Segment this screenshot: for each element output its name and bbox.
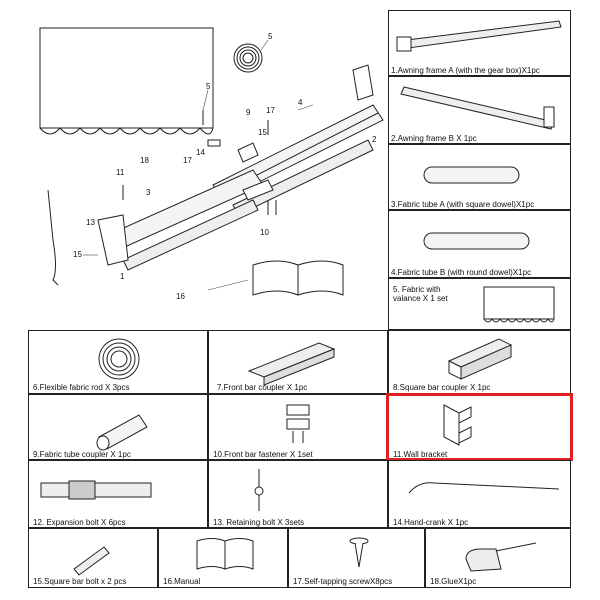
panel-fabric-valance (388, 278, 571, 330)
label-item-17: 17.Self-tapping screwX8pcs (293, 577, 393, 586)
callout-14: 15 (73, 250, 82, 259)
callout-5: 5 (206, 82, 211, 91)
fabric-sheet-shape (40, 28, 213, 128)
label-item-11: 11.Wall bracket (393, 450, 448, 459)
cell-manual (158, 528, 288, 588)
cell-expansion-bolt (28, 460, 208, 528)
cell-front-bar-coupler (208, 330, 388, 394)
label-item-16: 16.Manual (163, 577, 201, 586)
callout-13: 14 (196, 148, 205, 157)
label-item-6: 6.Flexible fabric rod X 3pcs (33, 383, 130, 392)
label-item-3: 3.Fabric tube A (with square dowel)X1pc (391, 200, 535, 209)
panel-fabric-tube-a (388, 144, 571, 210)
label-item-13: 13. Retaining bolt X 3sets (213, 518, 305, 527)
cell-fabric-tube-coupler (28, 394, 208, 460)
callout-17: 17 (266, 106, 275, 115)
callout-15: 15 (258, 128, 267, 137)
callout-18: 18 (140, 156, 149, 165)
callout-2: 2 (372, 135, 377, 144)
cell-hand-crank (388, 460, 571, 528)
label-item-12: 12. Expansion bolt X 6pcs (33, 518, 126, 527)
label-item-7: 7.Front bar coupler X 1pc (217, 383, 308, 392)
label-item-4: 4.Fabric tube B (with round dowel)X1pc (391, 268, 532, 277)
label-item-14: 14.Hand-crank X 1pc (393, 518, 469, 527)
cell-self-tapping-screw (288, 528, 425, 588)
label-item-18: 18.GlueX1pc (430, 577, 477, 586)
panel-awning-frame-a (388, 10, 571, 76)
callout-9: 9 (246, 108, 251, 117)
fabric-rod-coil (234, 44, 262, 72)
callout-1: 1 (120, 272, 125, 281)
fabric-valance-shape (40, 128, 213, 134)
label-item-2: 2.Awning frame B X 1pc (391, 134, 477, 143)
callout-11: 11 (116, 168, 125, 177)
cell-square-bar-coupler (388, 330, 571, 394)
label-item-5: 5. Fabric with valance X 1 set (393, 285, 448, 303)
label-item-1: 1.Awning frame A (with the gear box)X1pc (391, 66, 540, 75)
callout-12: 13 (86, 218, 95, 227)
cell-glue (425, 528, 571, 588)
callout-3: 3 (146, 188, 151, 197)
cell-front-bar-fastener (208, 394, 388, 460)
label-item-15: 15.Square bar bolt x 2 pcs (33, 577, 127, 586)
highlight-wall-bracket (386, 393, 573, 461)
crank-shape (48, 190, 58, 285)
assembly-drawing-panel (28, 10, 388, 330)
manual-book-shape (253, 261, 343, 295)
cell-flexible-fabric-rod (28, 330, 208, 394)
panel-awning-frame-b (388, 76, 571, 144)
callout-6: 5 (268, 32, 273, 41)
callout-10: 10 (260, 228, 269, 237)
label-item-10: 10.Front bar fastener X 1set (213, 450, 313, 459)
panel-fabric-tube-b (388, 210, 571, 278)
cell-retaining-bolt (208, 460, 388, 528)
label-item-9: 9.Fabric tube coupler X 1pc (33, 450, 131, 459)
callout-4: 4 (298, 98, 303, 107)
assembly-drawing (28, 10, 388, 330)
callout-16: 16 (176, 292, 185, 301)
callout-17b: 17 (183, 156, 192, 165)
cell-square-bar-bolt (28, 528, 158, 588)
label-item-8: 8.Square bar coupler X 1pc (393, 383, 491, 392)
